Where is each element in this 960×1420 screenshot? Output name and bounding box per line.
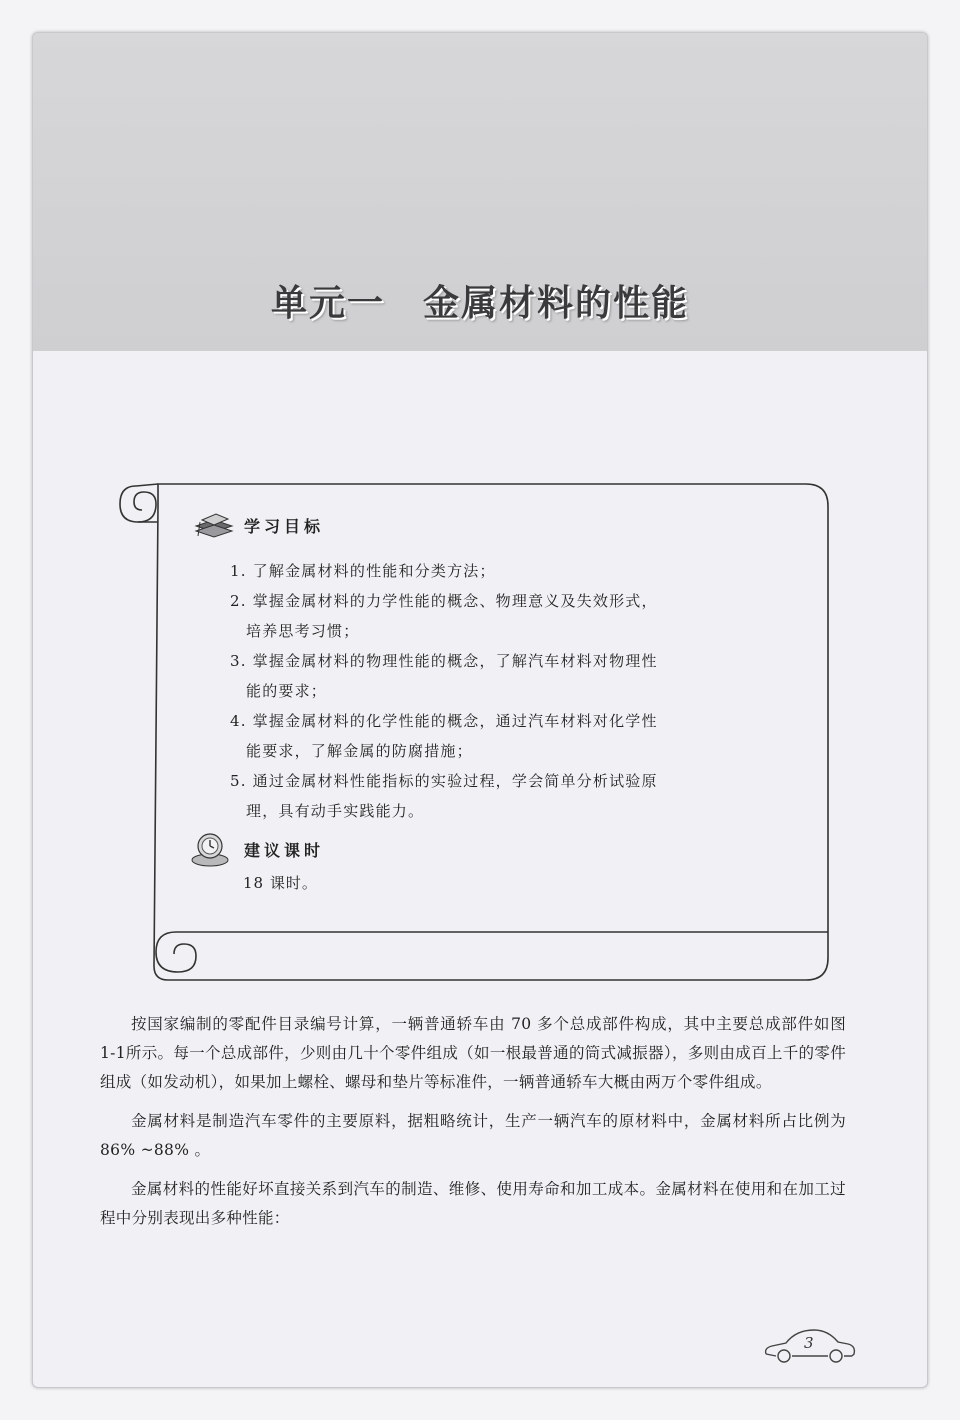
objective-item-5: 5. 通过金属材料性能指标的实验过程，学会简单分析试验原 理，具有动手实践能力。 <box>230 772 658 820</box>
objectives-list <box>230 556 750 826</box>
clock-icon <box>188 830 234 868</box>
objectives-title: 学习目标 <box>244 516 325 536</box>
suggested-hours-text: 18 课时。 <box>243 874 318 892</box>
paragraph-2: 金属材料是制造汽车零件的主要原料，据粗略统计，生产一辆汽车的原材料中，金属材料所占比例为 86% ~88% 。 <box>100 1112 846 1159</box>
hours-title: 建议课时 <box>244 840 325 860</box>
objective-item-3: 3. 掌握金属材料的物理性能的概念，了解汽车材料对物理性 能的要求； <box>230 652 658 700</box>
objective-item-2: 2. 掌握金属材料的力学性能的概念、物理意义及失效形式， 培养思考习惯； <box>230 592 658 640</box>
paragraph-1: 按国家编制的零配件目录编号计算，一辆普通轿车由 70 多个总成部件构成，其中主要总成部件如图 1-1所示。每一个总成部件，少则由几十个零件组成（如一根最普通的筒式减振器），多则由成百上千的零件组成（如发动机），如果加上螺栓、螺母和垫片等标准件，一辆普通轿车大概由两万个零件组成。 <box>100 1015 846 1091</box>
objectives-heading <box>192 510 324 540</box>
page-number: 3 <box>804 1334 814 1352</box>
car-outline-icon <box>762 1322 858 1368</box>
paragraph-3: 金属材料的性能好坏直接关系到汽车的制造、维修、使用寿命和加工成本。金属材料在使用和在加工过程中分别表现出多种性能： <box>100 1180 846 1227</box>
hours-heading <box>188 830 324 868</box>
objective-item-4: 4. 掌握金属材料的化学性能的概念，通过汽车材料对化学性 能要求，了解金属的防腐措施； <box>230 712 658 760</box>
books-icon <box>192 510 234 540</box>
objective-item-1: 1. 了解金属材料的性能和分类方法； <box>230 562 496 580</box>
unit-title: 单元一 金属材料的性能 <box>270 283 689 324</box>
body-text <box>100 1010 846 1243</box>
